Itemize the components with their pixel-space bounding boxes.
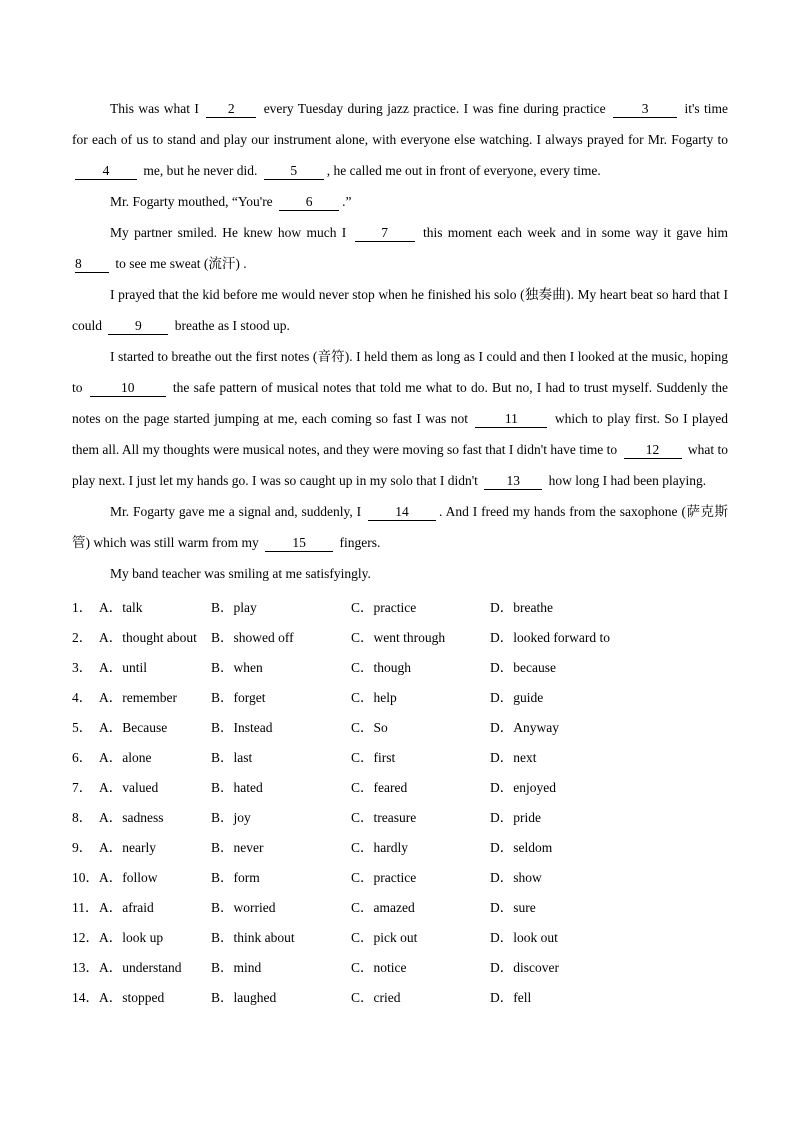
option-row-5	[72, 713, 728, 743]
option-d: D．fell	[490, 990, 532, 1005]
option-d: D．guide	[490, 690, 544, 705]
text: it's time for each of us to stand and play our instrument alone, with everyone else watching. I always prayed for Mr. Fogarty to	[72, 101, 729, 147]
option-c: C．help	[351, 690, 397, 705]
paragraph-3	[72, 217, 728, 279]
option-c: C．practice	[351, 870, 417, 885]
option-a: A．valued	[99, 780, 159, 795]
text: Mr. Fogarty gave me a signal and, suddenly, I	[110, 504, 362, 519]
option-c: C．hardly	[351, 840, 408, 855]
option-row-7	[72, 773, 728, 803]
option-a: A．until	[99, 660, 148, 675]
paragraph-1	[72, 93, 728, 186]
option-d: D．next	[490, 750, 537, 765]
option-a: A．afraid	[99, 900, 154, 915]
option-d: D．seldom	[490, 840, 553, 855]
page-content	[72, 93, 728, 1013]
option-b: B．mind	[211, 960, 262, 975]
option-b: B．joy	[211, 810, 251, 825]
question-number: 2．	[72, 630, 93, 645]
blank-12: 12	[624, 441, 682, 459]
blank-10: 10	[90, 379, 166, 397]
text: I prayed that the kid before me would never stop when he finished his solo (独奏曲). My heart beat so hard that I could	[72, 287, 728, 333]
option-c: C．went through	[351, 630, 446, 645]
blank-4: 4	[75, 162, 137, 180]
option-row-6	[72, 743, 728, 773]
option-b: B．laughed	[211, 990, 277, 1005]
blank-9: 9	[108, 317, 168, 335]
option-c: C．amazed	[351, 900, 415, 915]
option-row-13	[72, 953, 728, 983]
question-number: 13．	[72, 960, 99, 975]
text: , he called me out in front of everyone, every time.	[326, 163, 601, 178]
blank-15: 15	[265, 534, 333, 552]
option-c: C．pick out	[351, 930, 418, 945]
option-c: C．though	[351, 660, 412, 675]
question-number: 6．	[72, 750, 93, 765]
question-number: 3．	[72, 660, 93, 675]
paragraph-2	[72, 186, 728, 217]
text: to see me sweat (流汗) .	[115, 256, 247, 271]
paragraph-5	[72, 341, 728, 496]
option-d: D．because	[490, 660, 556, 675]
text: This was what I	[110, 101, 199, 116]
text: My partner smiled. He knew how much I	[110, 225, 347, 240]
option-row-1	[72, 593, 728, 623]
text: . And I freed my hands from the saxophone (萨克斯管) which was still warm from my	[72, 504, 729, 550]
option-row-11	[72, 893, 728, 923]
text: Mr. Fogarty mouthed, “You're	[110, 194, 273, 209]
question-number: 7．	[72, 780, 93, 795]
option-c: C．cried	[351, 990, 401, 1005]
option-row-2	[72, 623, 728, 653]
option-a: A．alone	[99, 750, 152, 765]
option-b: B．never	[211, 840, 264, 855]
question-number: 9．	[72, 840, 93, 855]
blank-6: 6	[279, 193, 339, 211]
text: breathe as I stood up.	[174, 318, 290, 333]
option-b: B．forget	[211, 690, 266, 705]
option-d: D．breathe	[490, 600, 553, 615]
text: this moment each week and in some way it gave him	[422, 225, 729, 240]
option-a: A．Because	[99, 720, 168, 735]
option-d: D．pride	[490, 810, 541, 825]
option-c: C．treasure	[351, 810, 417, 825]
text: which to play first. So I played them all. All my thoughts were musical notes, and they were moving so fast that I didn't have time to	[72, 411, 729, 457]
question-number: 10．	[72, 870, 99, 885]
text: every Tuesday during jazz practice. I was fine during practice	[263, 101, 606, 116]
blank-7: 7	[355, 224, 415, 242]
option-d: D．Anyway	[490, 720, 559, 735]
paragraph-6	[72, 496, 728, 558]
text: me, but he never did.	[143, 163, 258, 178]
option-a: A．stopped	[99, 990, 165, 1005]
option-b: B．Instead	[211, 720, 273, 735]
option-c: C．feared	[351, 780, 408, 795]
question-number: 5．	[72, 720, 93, 735]
answer-options	[72, 593, 728, 1013]
blank-2: 2	[206, 100, 256, 118]
option-b: B．showed off	[211, 630, 294, 645]
option-b: B．hated	[211, 780, 263, 795]
text: how long I had been playing.	[548, 473, 707, 488]
option-a: A．follow	[99, 870, 158, 885]
option-d: D．show	[490, 870, 542, 885]
text: My band teacher was smiling at me satisfyingly.	[110, 566, 371, 581]
option-c: C．first	[351, 750, 396, 765]
option-b: B．last	[211, 750, 253, 765]
blank-3: 3	[613, 100, 677, 118]
option-row-9	[72, 833, 728, 863]
option-b: B．worried	[211, 900, 276, 915]
text: what to play next. I just let my hands go. I was so caught up in my solo that I didn't	[72, 442, 729, 488]
option-b: B．think about	[211, 930, 295, 945]
option-row-4	[72, 683, 728, 713]
cloze-passage	[72, 93, 728, 589]
option-a: A．sadness	[99, 810, 164, 825]
question-number: 14．	[72, 990, 99, 1005]
option-d: D．sure	[490, 900, 536, 915]
question-number: 4．	[72, 690, 93, 705]
option-d: D．discover	[490, 960, 559, 975]
option-d: D．look out	[490, 930, 558, 945]
question-number: 8．	[72, 810, 93, 825]
option-a: A．nearly	[99, 840, 156, 855]
blank-14: 14	[368, 503, 436, 521]
blank-11: 11	[475, 410, 547, 428]
blank-5: 5	[264, 162, 324, 180]
option-row-3	[72, 653, 728, 683]
option-b: B．form	[211, 870, 260, 885]
option-row-14	[72, 983, 728, 1013]
option-a: A．understand	[99, 960, 182, 975]
text: I started to breathe out the first notes (音符). I held them as long as I could and then I looked at the music, hoping to	[72, 349, 728, 395]
option-d: D．looked forward to	[490, 630, 610, 645]
option-row-8	[72, 803, 728, 833]
paragraph-4	[72, 279, 728, 341]
option-b: B．play	[211, 600, 257, 615]
option-row-10	[72, 863, 728, 893]
text: fingers.	[339, 535, 381, 550]
option-a: A．look up	[99, 930, 164, 945]
question-number: 1．	[72, 600, 93, 615]
text: the safe pattern of musical notes that told me what to do. But no, I had to trust myself. Suddenly the notes on the page started jumping at me, each coming so fast I was not	[72, 380, 729, 426]
paragraph-7	[72, 558, 728, 589]
option-a: A．remember	[99, 690, 177, 705]
question-number: 11．	[72, 900, 99, 915]
option-c: C．practice	[351, 600, 417, 615]
blank-8: 8	[75, 255, 109, 273]
option-row-12	[72, 923, 728, 953]
option-a: A．talk	[99, 600, 143, 615]
option-b: B．when	[211, 660, 263, 675]
question-number: 12．	[72, 930, 99, 945]
blank-13: 13	[484, 472, 542, 490]
option-d: D．enjoyed	[490, 780, 556, 795]
option-c: C．notice	[351, 960, 407, 975]
text: .”	[342, 194, 352, 209]
option-a: A．thought about	[99, 630, 197, 645]
option-c: C．So	[351, 720, 388, 735]
